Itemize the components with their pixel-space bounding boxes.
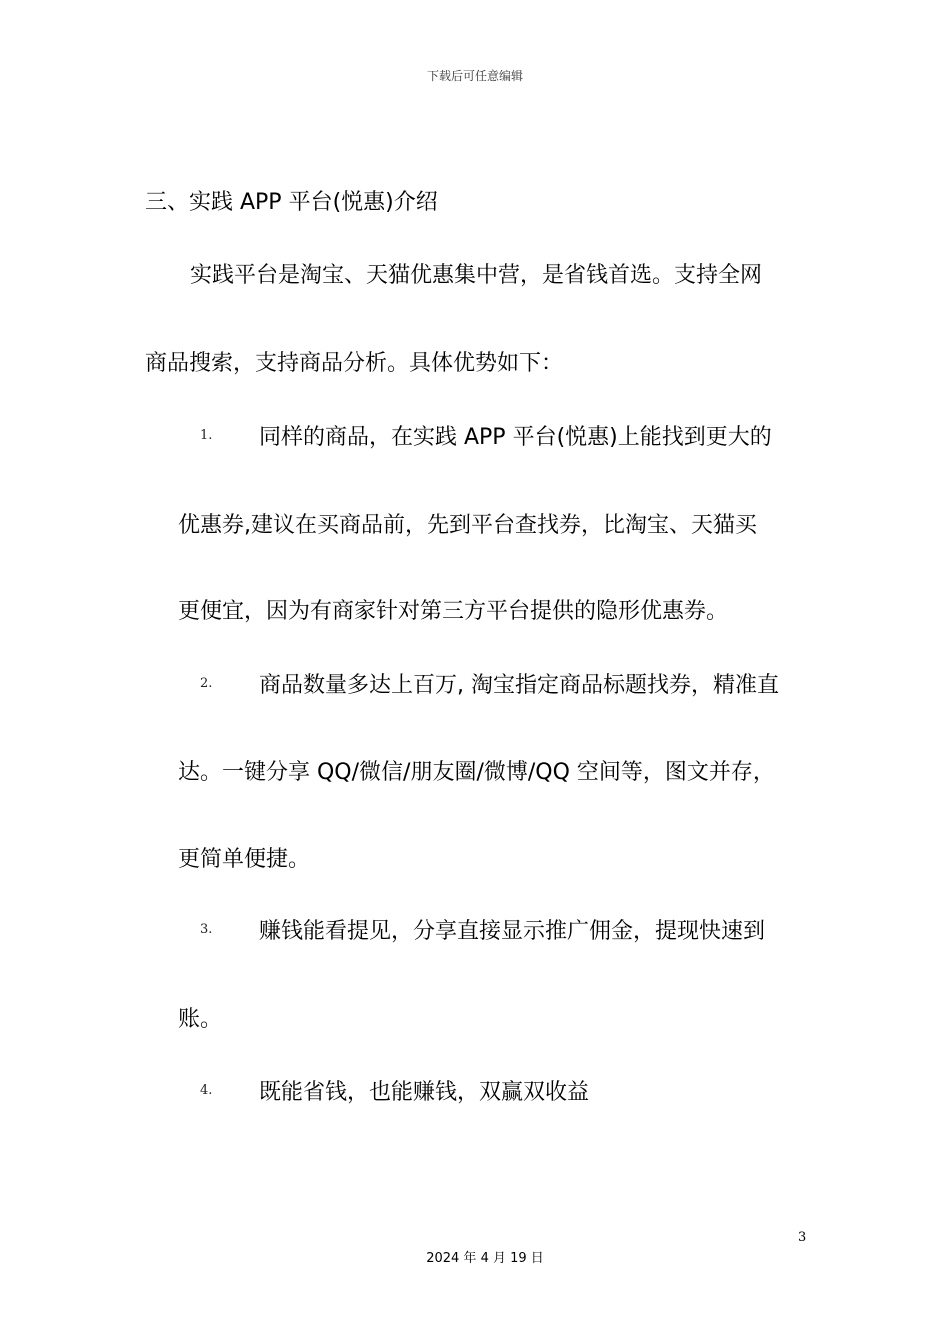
list-item-number: 1. xyxy=(200,428,213,443)
list-item-line: 商品数量多达上百万, 淘宝指定商品标题找券，精准直 xyxy=(259,673,779,698)
list-item-line: 达。一键分享 QQ/微信/朋友圈/微博/QQ 空间等，图文并存， xyxy=(178,760,775,785)
list-item-line: 同样的商品，在实践 APP 平台(悦惠)上能找到更大的 xyxy=(259,425,772,450)
list-item-line: 账。 xyxy=(178,1007,223,1032)
list-item-line: 既能省钱，也能赚钱，双赢双收益 xyxy=(259,1080,590,1105)
list-item-line: 赚钱能看提见，分享直接显示推广佣金，提现快速到 xyxy=(259,919,766,944)
page-header: 下载后可任意编辑 xyxy=(426,69,523,83)
intro-line-2: 商品搜索，支持商品分析。具体优势如下： xyxy=(145,351,564,376)
section-title: 三、实践 APP 平台(悦惠)介绍 xyxy=(145,190,438,215)
footer-date: 2024 年 4 月 19 日 xyxy=(426,1251,544,1266)
intro-line-1: 实践平台是淘宝、天猫优惠集中营，是省钱首选。支持全网 xyxy=(190,263,763,288)
list-item-line: 更简单便捷。 xyxy=(178,847,311,872)
list-item-line: 更便宜，因为有商家针对第三方平台提供的隐形优惠券。 xyxy=(178,599,729,624)
list-item-number: 3. xyxy=(200,922,213,937)
page-number: 3 xyxy=(798,1230,807,1245)
list-item-number: 2. xyxy=(200,676,213,691)
list-item-line: 优惠券,建议在买商品前，先到平台查找券，比淘宝、天猫买 xyxy=(178,513,757,538)
list-item-number: 4. xyxy=(200,1083,213,1098)
